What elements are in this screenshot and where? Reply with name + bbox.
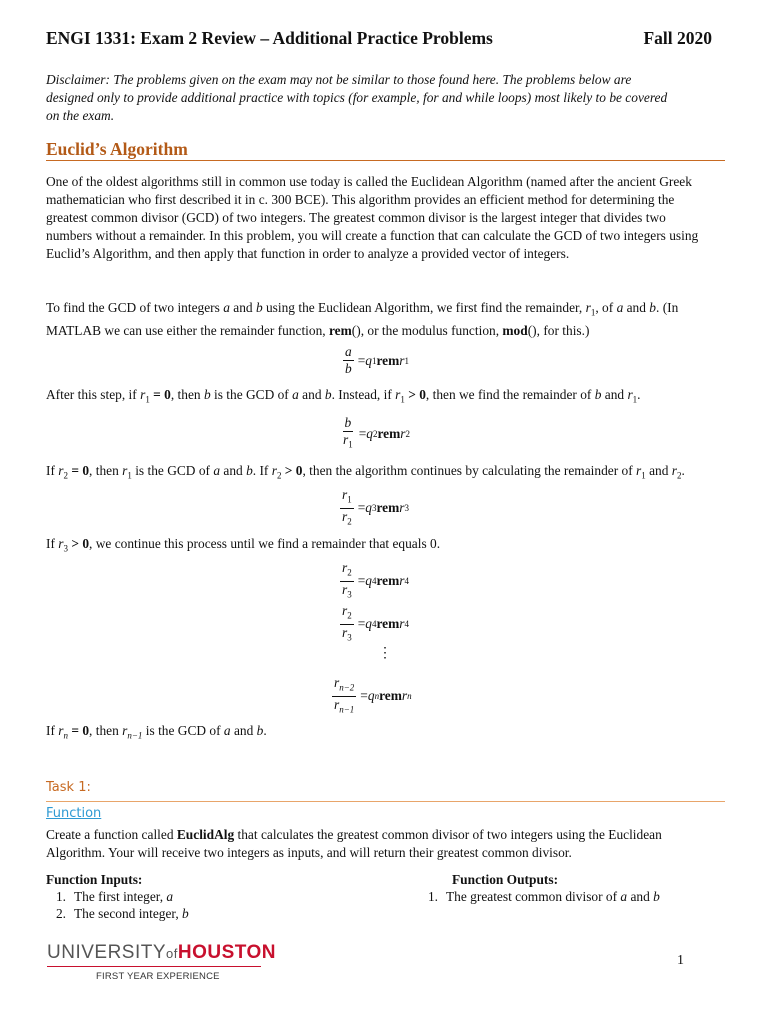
task-heading: Task 1:: [46, 780, 91, 795]
step5-paragraph: If $r_n = 0$, then $r_{n-1}$ is the GCD of a and b.: [46, 723, 267, 741]
equation-3: $\frac{r_1}{r_2}$ = q 3 rem r 3: [342, 487, 410, 527]
inputs-heading: Function Inputs:: [46, 872, 143, 887]
equation-n: $\frac{r_{n-2}}{r_{n-1}}$ = q n rem r n: [334, 675, 412, 715]
mod-function: mod: [502, 322, 528, 338]
step2-paragraph: After this step, if $r_1 = 0$, then b is the GCD of a and b. Instead, if $r_1 > 0$, then we find the remainder of b and $r_1$.: [46, 387, 641, 405]
equation-4: $\frac{r_2}{r_3}$ = q 4 rem r 4: [342, 560, 410, 600]
step1-line: To find the GCD of two integers a and b using the Euclidean Algorithm, we first find the remainder, $r_1$, of a and b. (In: [46, 300, 679, 318]
task-rule: [46, 801, 725, 802]
intro-line: mathematician who first described it in c. 300 BCE). This algorithm provides an efficient method for determining the: [46, 192, 675, 207]
page-number: 1: [677, 953, 684, 968]
equation-1: $\frac{a}{b}$ = q 1 rem r 1: [345, 344, 409, 376]
equation-5: $\frac{r_2}{r_3}$ = q 4 rem r 4: [342, 603, 410, 643]
intro-line: greatest common divisor (GCD) of two integers. The greatest common divisor is the largest integer that divides two: [46, 210, 666, 225]
task-description: [46, 826, 726, 862]
step4-paragraph: If $r_3 > 0$, we continue this process until we find a remainder that equals 0.: [46, 536, 441, 554]
university-logo: UNIVERSITYofHOUSTON FIRST YEAR EXPERIENCE: [47, 942, 277, 982]
step1-paragraph: [46, 299, 726, 340]
function-name: EuclidAlg: [176, 827, 235, 842]
document-term: Fall 2020: [643, 28, 712, 48]
list-item: 1. The first integer, a: [55, 889, 174, 904]
intro-line: One of the oldest algorithms still in common use today is called the Euclidean Algorithm (named after the ancient Greek: [46, 174, 692, 189]
disclaimer-line: designed only to provide additional practice with topics (for example, for and while loops) most likely to be covered: [46, 90, 668, 105]
page-header: [46, 28, 712, 49]
vertical-ellipsis: ⋮: [378, 646, 392, 661]
inputs-list: [42, 888, 189, 922]
section-heading: Euclid’s Algorithm: [46, 139, 188, 159]
outputs-heading: Function Outputs:: [452, 872, 559, 887]
list-item: 1. The greatest common divisor of a and b: [427, 889, 660, 904]
task-desc-line: Create a function called EuclidAlg that calculates the greatest common divisor of two integers using the Euclidean: [46, 827, 662, 842]
intro-line: Euclid’s Algorithm, and then apply that function in order to analyze a provided vector of integers.: [46, 246, 570, 261]
outputs-list: [414, 888, 660, 905]
disclaimer: [46, 71, 726, 125]
function-subheading: Function: [46, 806, 102, 821]
intro-paragraph: [46, 173, 726, 263]
rem-function: rem: [328, 322, 352, 338]
list-item: 2. The second integer, b: [55, 906, 189, 921]
equation-2: $\frac{b}{r_1}$ = q 2 rem r 2: [343, 415, 411, 450]
disclaimer-line: Disclaimer: The problems given on the exam may not be similar to those found here. The problems below are: [46, 72, 632, 87]
task-desc-line: Algorithm. Your will receive two integers as inputs, and will return their greatest common divisor.: [46, 845, 572, 860]
intro-line: numbers without a remainder. In this problem, you will create a function that can calculate the GCD of two integers using: [46, 228, 699, 243]
step3-paragraph: If $r_2 = 0$, then $r_1$ is the GCD of a and b. If $r_2 > 0$, then the algorithm continues by calculating the remainder of $r_1$ and $r_2$.: [46, 463, 685, 481]
document-title: ENGI 1331: Exam 2 Review – Additional Practice Problems: [46, 28, 493, 48]
section-rule: [46, 160, 725, 161]
step1-line: MATLAB we can use either the remainder function, rem(), or the modulus function, mod(), for this.): [46, 322, 590, 338]
disclaimer-line: on the exam.: [46, 108, 115, 123]
